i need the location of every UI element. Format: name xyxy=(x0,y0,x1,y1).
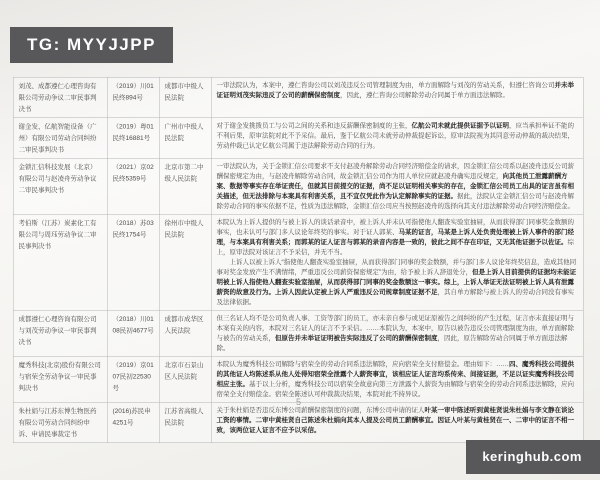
holding-text: 一审法院认为，关于金锁汇信公司要求不支付赵凌舟解除劳动合同经济赔偿金的请求，因金锁汇信公司系以赵凌舟违反公司薪酬保密规定为由，与赵凌舟解除劳动合同，故金锁汇信公司作为用人单位应就赵凌舟确实违反规定， xyxy=(216,162,575,180)
holding-text: ，因此，原告解除劳动合同属于单方面违法解除。 xyxy=(216,334,568,352)
holding-text: ，应当承担举证不能的不利后果，原审法院对此不予采信。最后，鉴于亿航公司未就劳动仲裁提起诉讼，原审法院视为其同意劳动仲裁的裁决结果，劳动仲裁已认定亿航公司属于违法解除劳动合同的行为。 xyxy=(216,121,575,149)
holding-text: 本院认为魔秀科技公司解除与宿荣全的劳动合同系违法解除，应向宿荣全支付赔偿金。理由如下：…… xyxy=(216,360,510,368)
case-title-cell: 朱杜娟与江苏东博生物医药有限公司劳动合同纠纷申诉、申请民事裁定书 xyxy=(13,402,107,443)
case-title-cell: 考伯斯（江苏）炭素化工有限公司与周珏劳动争议二审民事判决书 xyxy=(13,214,107,310)
table-scale-wrapper xyxy=(13,77,583,443)
case-title-cell: 魔秀科技(北京)股份有限公司与宿荣全劳动争议一审民事判决书 xyxy=(13,356,107,402)
holding-cell xyxy=(211,77,583,118)
court-cell: 江苏省高级人民法院 xyxy=(159,402,211,443)
case-number-cell: （2019）京0107民初22530号 xyxy=(107,356,159,402)
holding-text: 上诉人以被上诉人“指使他人翻查实验室抽屉，从而获得部门同事的奖金数额，并与部门多人议论年终奖信息，造成其他同事对奖金发放产生不满情绪，严重违反公司薪资保密规定”为由，给予被上诉人辞退处分， xyxy=(216,258,577,276)
holding-emphasis-text: 并未举证证明刘茂实际违反了公司的薪酬保密制度 xyxy=(216,81,575,99)
site-watermark: keringhub.com xyxy=(466,440,600,474)
table-row xyxy=(13,158,583,214)
court-cell: 北京市第二中级人民法院 xyxy=(159,158,211,214)
holding-paragraph xyxy=(217,257,579,307)
holding-text: 本院认为上诉人提供的与被上诉人的谈话录音中，被上诉人并未认可指使他人翻查实验室抽屉，从而获得部门同事奖金数额的事实，也未认可与部门多人议论年终奖的事实。对于证人郭某、 xyxy=(216,218,575,236)
page-number: 5 xyxy=(296,397,302,407)
holding-emphasis-text: 向其他员工泄露薪酬方案、数据等事实存在举证责任，但就其目前提交的证据，尚不足以证明相关事实的存在，金锁汇信公司员工出具的证言虽有相关描述，但无法排除与本案具有利害关系，且不宜仅凭此作为认定解除事实的证据。 xyxy=(216,172,575,200)
holding-emphasis-text: 亿航公司未就此提供证据予以证明 xyxy=(411,121,510,129)
holding-cell xyxy=(211,158,583,214)
case-number-cell: （2019）粤01民终16881号 xyxy=(107,118,159,159)
holding-cell xyxy=(211,310,583,356)
court-cell: 广州市中级人民法院 xyxy=(159,118,211,159)
case-title-cell: 刘茂、成都遵仁心理咨询有限公司劳动争议二审民事判决书 xyxy=(13,77,107,118)
case-table xyxy=(13,77,584,443)
holding-cell xyxy=(211,118,583,159)
holding-paragraph xyxy=(217,217,579,257)
holding-text: 据此，法院认定金锁汇信公司与赵凌舟解除劳动合同的事实依据不足，性质为违法解除，金锁汇信公司应当按照赵凌舟的选择向其支付违法解除劳动合同经济赔偿金。 xyxy=(216,192,575,210)
case-number-cell: (2016)苏民申4251号 xyxy=(107,402,159,443)
court-cell: 成都市成华区人民法院 xyxy=(159,310,211,356)
holding-paragraph xyxy=(217,80,579,100)
holding-emphasis-text: 叶某一审中陈述听到黄桂贤说朱杜娟与李文静在谈论工资的事情。二审中黄桂贤自己陈述朱杜娟向其本人提及公司员工薪酬事宜。因证人叶某与黄桂贤在一、二审中的证言不相一致，该两位证人证言不应予以采信。 xyxy=(216,406,575,434)
case-number-cell: （2018）苏03民终1754号 xyxy=(107,214,159,310)
telegram-watermark: TG: MYYJJPP xyxy=(10,27,173,63)
table-row xyxy=(13,77,583,118)
holding-text: 对于谢金发挑拨员工与公司之间的关系和违反薪酬保密制度的主张， xyxy=(216,121,412,129)
court-cell: 北京市石景山区人民法院 xyxy=(159,356,211,402)
table-row xyxy=(13,310,583,356)
case-number-cell: （2021）京02民终5359号 xyxy=(107,158,159,214)
holding-text: ，因此，遵仁咨询公司解除劳动合同属于单方面违法解除。 xyxy=(340,91,510,99)
holding-cell xyxy=(211,214,583,310)
holding-text: 基于以上分析，魔秀科技公司以宿荣全故意向第三方泄露个人薪资为由解除与宿荣全的劳动合同系违法解除，应向宿荣全支付赔偿金。宿荣全陈述认可仲裁裁决结果，本院对此不持异议。 xyxy=(216,380,575,398)
holding-text: 综上，原审法院对该证言不予采信，并无不当。 xyxy=(216,238,575,256)
table-row xyxy=(13,402,583,443)
holding-text: ，其自单方解除与被上诉人的劳动合同没有事实及法律依据。 xyxy=(216,288,575,306)
table-row xyxy=(13,214,583,310)
holding-paragraph xyxy=(217,359,579,399)
holding-emphasis-text: 四、魔秀科技公司提供的其他证人均陈述系从他人处得知宿荣全泄露个人薪资事宜，该相应证人证言均系传来、间接证据，不足以证实魔秀科技公司相应主张。 xyxy=(216,360,575,388)
table-row xyxy=(13,356,583,402)
court-cell: 徐州市中级人民法院 xyxy=(159,214,211,310)
case-title-cell: 金锁汇信科技发展（北京）有限公司与赵凌舟劳动争议二审民事判决书 xyxy=(13,158,107,214)
holding-cell xyxy=(211,356,583,402)
holding-text: 一审法院认为，本案中，遵仁咨询公司以刘茂违反公司管理制度为由，单方面解除与刘茂的劳动关系，但遵仁咨询公司 xyxy=(216,81,555,89)
case-number-cell: （2019）川01民终894号 xyxy=(107,77,159,118)
table-row xyxy=(13,118,583,159)
court-cell: 成都市中级人民法院 xyxy=(159,77,211,118)
case-title-cell: 谢金发、亿航智能设备（广州）有限公司劳动合同纠纷二审民事判决书 xyxy=(13,118,107,159)
holding-paragraph xyxy=(217,121,579,151)
holding-emphasis-text: 但是上诉人目前提供的证据均未能证明被上诉人指使他人翻查实验室抽屉，从而获得部门同事的奖金数额这一事实。综上，上诉人举证无法证明被上诉人具有泄露薪资的故意及行为。上诉人因此认定被上诉人严重违反公司规章制度证据不足 xyxy=(216,268,577,296)
case-title-cell: 成都遵仁心理咨询有限公司与刘茂劳动争议一审民事判决书 xyxy=(13,310,107,356)
holding-text: 关于朱杜娟是否违反东博公司薪酬保密制度的问题，东博公司申请的证人 xyxy=(216,406,425,414)
holding-emphasis-text: 但原告并未举证证明被告实际违反了公司的薪酬保密制度 xyxy=(275,334,438,342)
holding-paragraph xyxy=(217,313,579,353)
holding-text: 但三名证人均不是公司负责人事、工资等部门的员工，亦未亲自参与或见证原被告之间纠纷的产生过程，证言亦未直接证明与本案有关的内容，本院对三名证人的证言不予采信。……本院认为，本案中，原告以被告违反公司管理制度为由，单方面解除与被告的劳动关系， xyxy=(216,314,575,342)
holding-paragraph xyxy=(217,405,579,435)
case-table-body xyxy=(13,77,583,443)
case-number-cell: （2018）川0108民初4677号 xyxy=(107,310,159,356)
holding-cell xyxy=(211,402,583,443)
holding-emphasis-text: 马某的证言，马某是上诉人处负责处理被上诉人事件的部门经理，与本案具有利害关系；而郭某的证人证言与郭某的录音内容是一致的，彼此之间不存在印证，又无其他证据予以佐证。 xyxy=(216,228,575,246)
holding-paragraph xyxy=(217,161,579,211)
